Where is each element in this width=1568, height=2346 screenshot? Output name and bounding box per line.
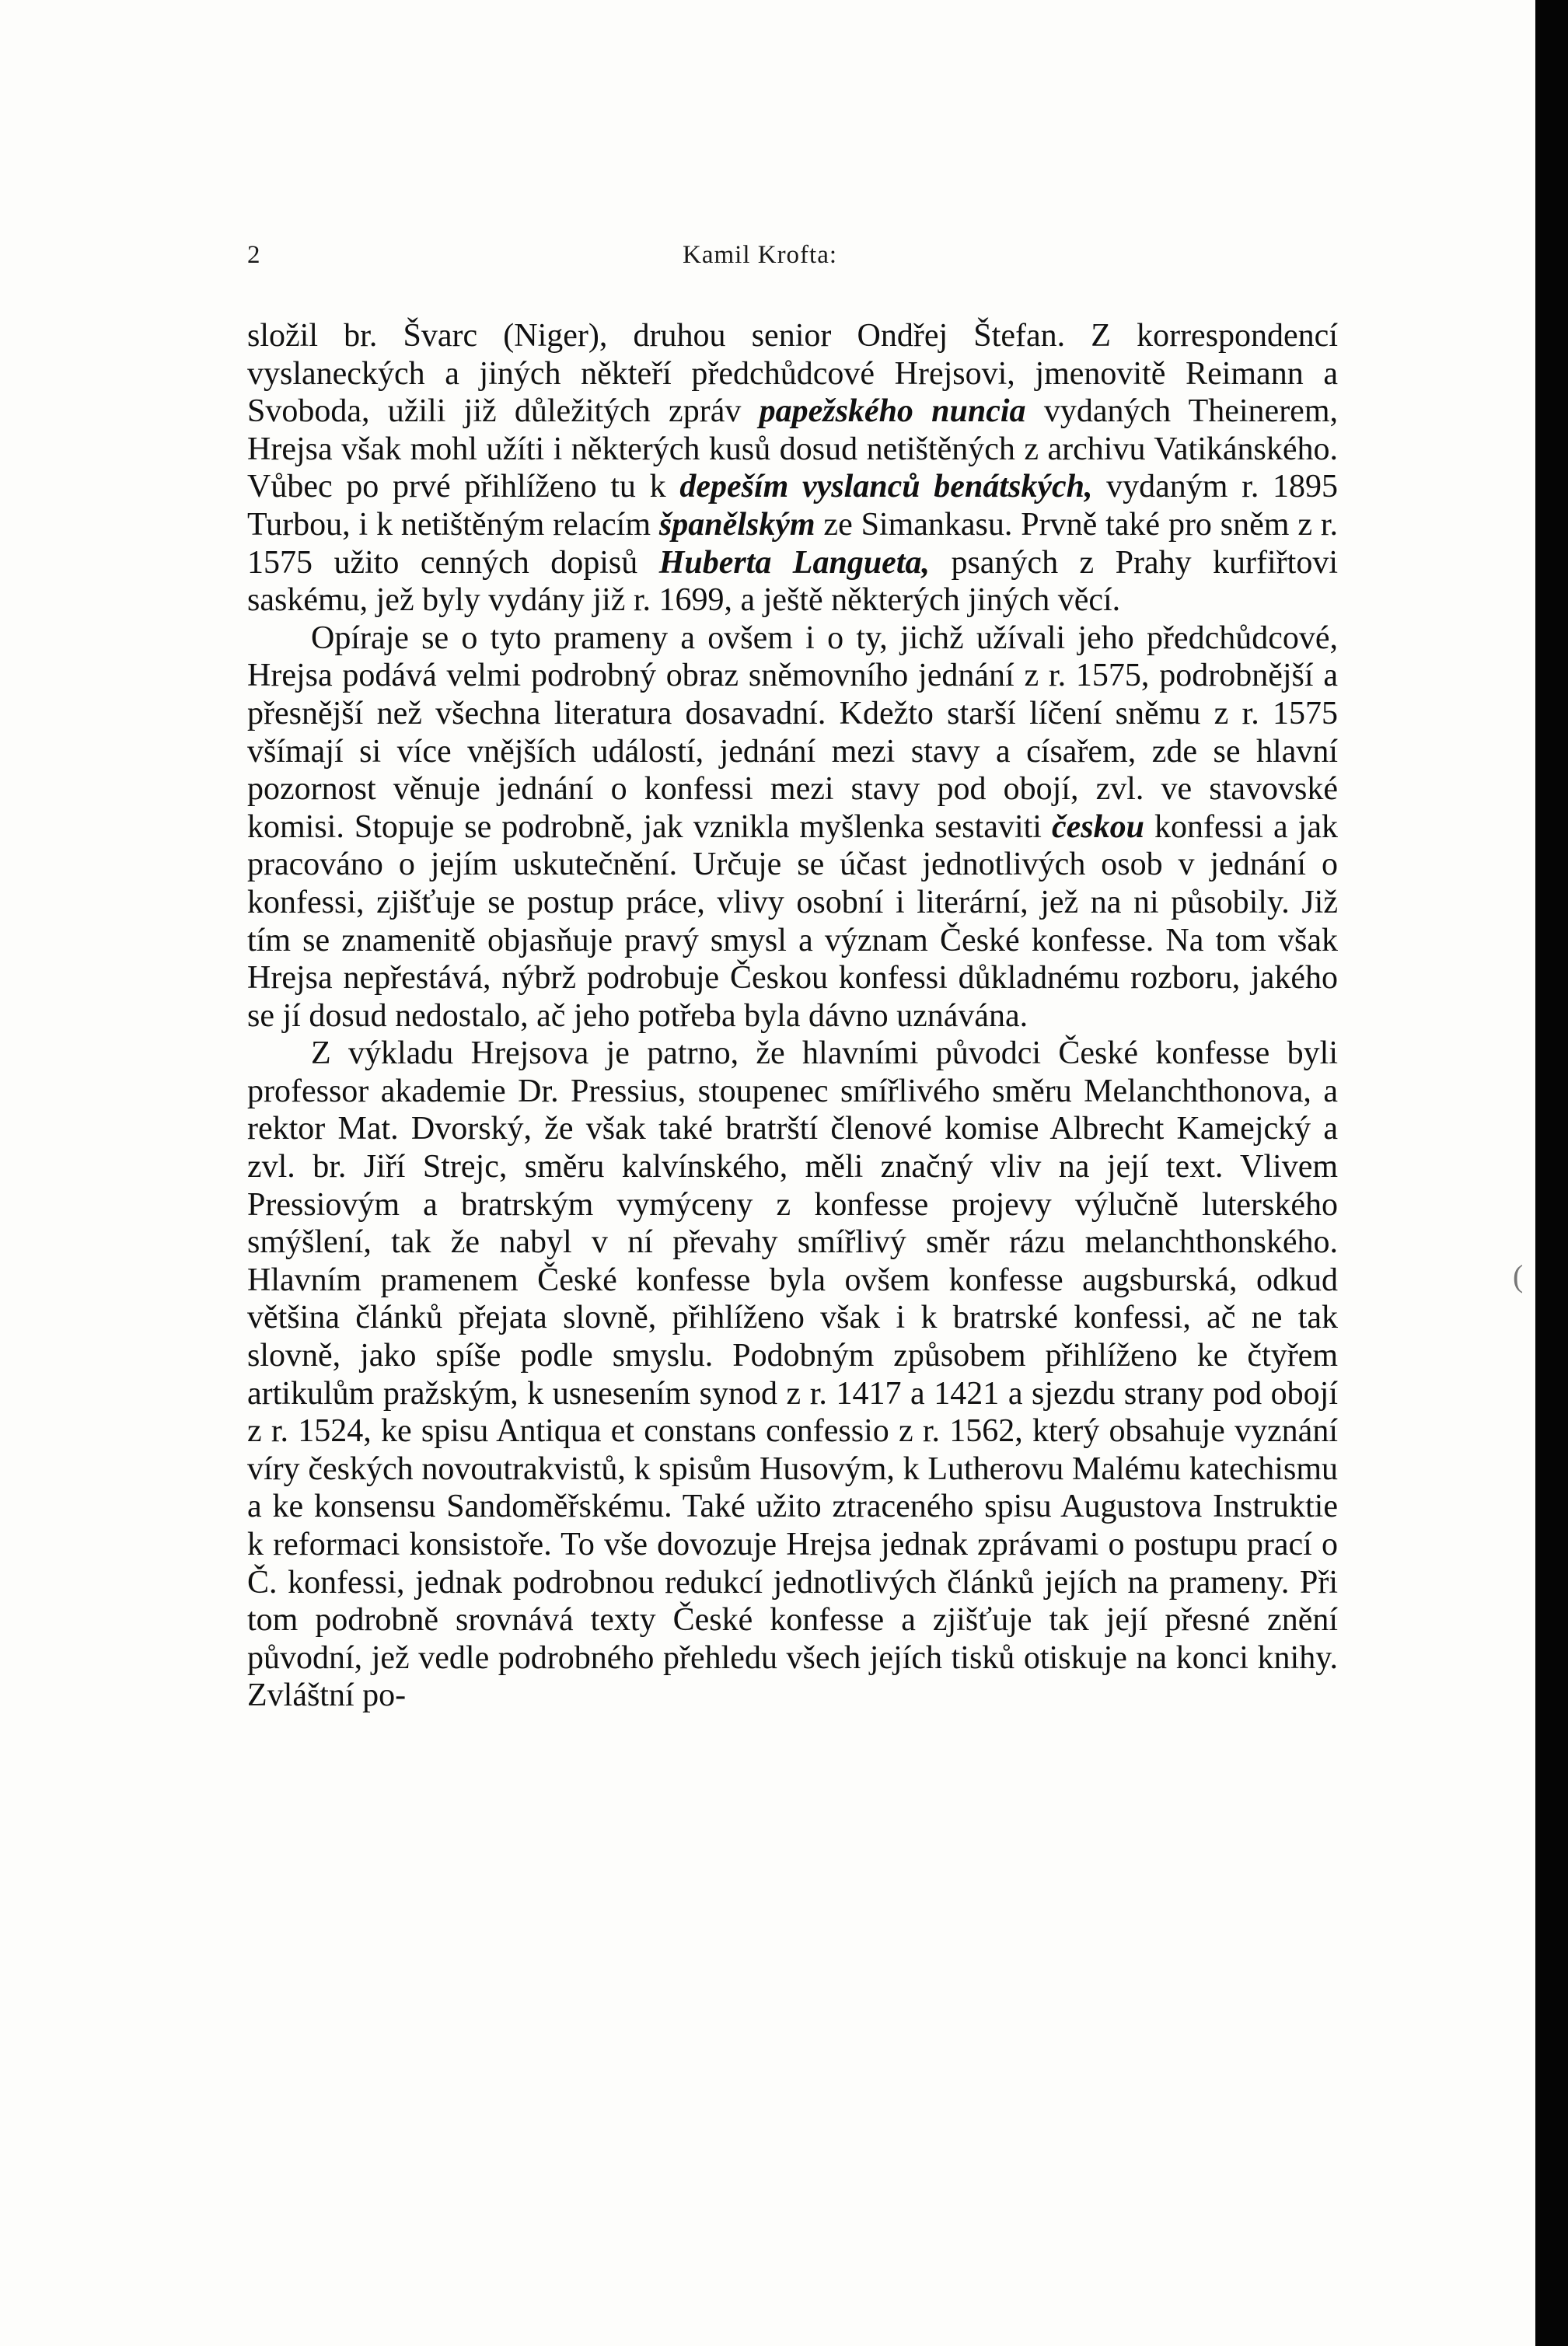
emphasis-text: Huberta Langueta,	[658, 544, 930, 581]
text-run: psaných z Prahy kurfiřtovi saskému, jež byly vydány již r. 1699, a ještě některých jiných věcí.	[247, 544, 1338, 619]
body-text	[247, 317, 1338, 1715]
text-run: vydaných Theinerem, Hrejsa však mohl užíti i některých kusů dosud netištěných z archivu Vatikánského. Vůbec po prvé přihlíženo tu k	[247, 393, 1338, 505]
emphasis-text: depeším vyslanců benátských,	[679, 469, 1093, 505]
emphasis-text: papežského nuncia	[759, 393, 1026, 430]
margin-mark: (	[1513, 1259, 1524, 1293]
text-run: konfessi a jak pracováno o jejím uskutečnění. Určuje se účast jednotlivých osob v jednání o konfessi, zjišťuje se postup práce, vlivy osobní i literární, jež na ni působily. Již tím se znamenitě objasňuje pravý smysl a význam České konfesse. Na tom však Hrejsa nepřestává, nýbrž podrobuje Českou konfessi důkladnému rozboru, jakého se jí dosud nedostalo, ač jeho potřeba byla dávno uznávána.	[247, 808, 1338, 1034]
scan-border	[1535, 0, 1568, 2346]
page-number: 2	[247, 241, 260, 269]
paragraph	[247, 620, 1338, 1035]
emphasis-text: španělským	[658, 506, 815, 543]
text-run: ze Simankasu. Prvně také pro sněm z r. 1575 užito cenných dopisů	[247, 506, 1338, 581]
paragraph	[247, 317, 1338, 620]
paragraph	[247, 1035, 1338, 1715]
page-header	[247, 241, 1336, 288]
text-run: vydaným r. 1895 Turbou, i k netištěným relacím	[247, 469, 1339, 543]
emphasis-text: českou	[1052, 808, 1144, 845]
text-run: Opíraje se o tyto prameny a ovšem i o ty, jichž užívali jeho předchůdcové, Hrejsa podává velmi podrobný obraz sněmovního jednání z r. 1575, podrobnější a přesnější než všechna literatura dosavadní. Kdežto starší líčení sněmu z r. 1575 všímají si více vnějších událostí, jednání mezi stavy a císařem, zde se hlavní pozornost věnuje jednání o konfessi mezi stavy pod obojí, zvl. ve stavovské komisi. Stopuje se podrobně, jak vznikla myšlenka sestaviti	[247, 620, 1338, 845]
text-run: složil br. Švarc (Niger), druhou senior Ondřej Štefan. Z korrespondencí vyslaneckých a jiných někteří předchůdcové Hrejsovi, jmenovitě Reimann a Svoboda, užili již důležitých zpráv	[247, 318, 1338, 430]
text-run: Z výkladu Hrejsova je patrno, že hlavními původci České konfesse byli professor akademie Dr. Pressius, stoupenec smířlivého směru Melanchthonova, a rektor Mat. Dvorský, že však také bratrští členové komise Albrecht Kamejcký a zvl. br. Jiří Strejc, směru kalvínského, měli značný vliv na její text. Vlivem Pressiovým a bratrským vymýceny z konfesse projevy výlučně luterského smýšlení, tak že nabyl v ní převahy smířlivý směr rázu melanchthonského. Hlavním pramenem České konfesse byla ovšem konfesse augsburská, odkud většina článků přejata slovně, přihlíženo však i k bratrské konfessi, ač ne tak slovně, jako spíše podle smyslu. Podobným způsobem přihlíženo ke čtyřem artikulům pražským, k usnesením synod z r. 1417 a 1421 a sjezdu strany pod obojí z r. 1524, ke spisu Antiqua et constans confessio z r. 1562, který obsahuje vyznání víry českých novoutrakvistů, k spisům Husovým, k Lutherovu Malému katechismu a ke konsensu Sandoměřskému. Také užito ztraceného spisu Augustova Instruktie k reformaci konsistoře. To vše dovozuje Hrejsa jednak zprávami o postupu prací o Č. konfessi, jednak podrobnou redukcí jednotlivých článků jejích na prameny. Při tom podrobně srovnává texty České konfesse a zjišťuje tak její přesné znění původní, jež vedle podrobného přehledu všech jejích tisků otiskuje na konci knihy. Zvláštní po-	[247, 1035, 1338, 1714]
running-head: Kamil Krofta:	[683, 241, 838, 269]
